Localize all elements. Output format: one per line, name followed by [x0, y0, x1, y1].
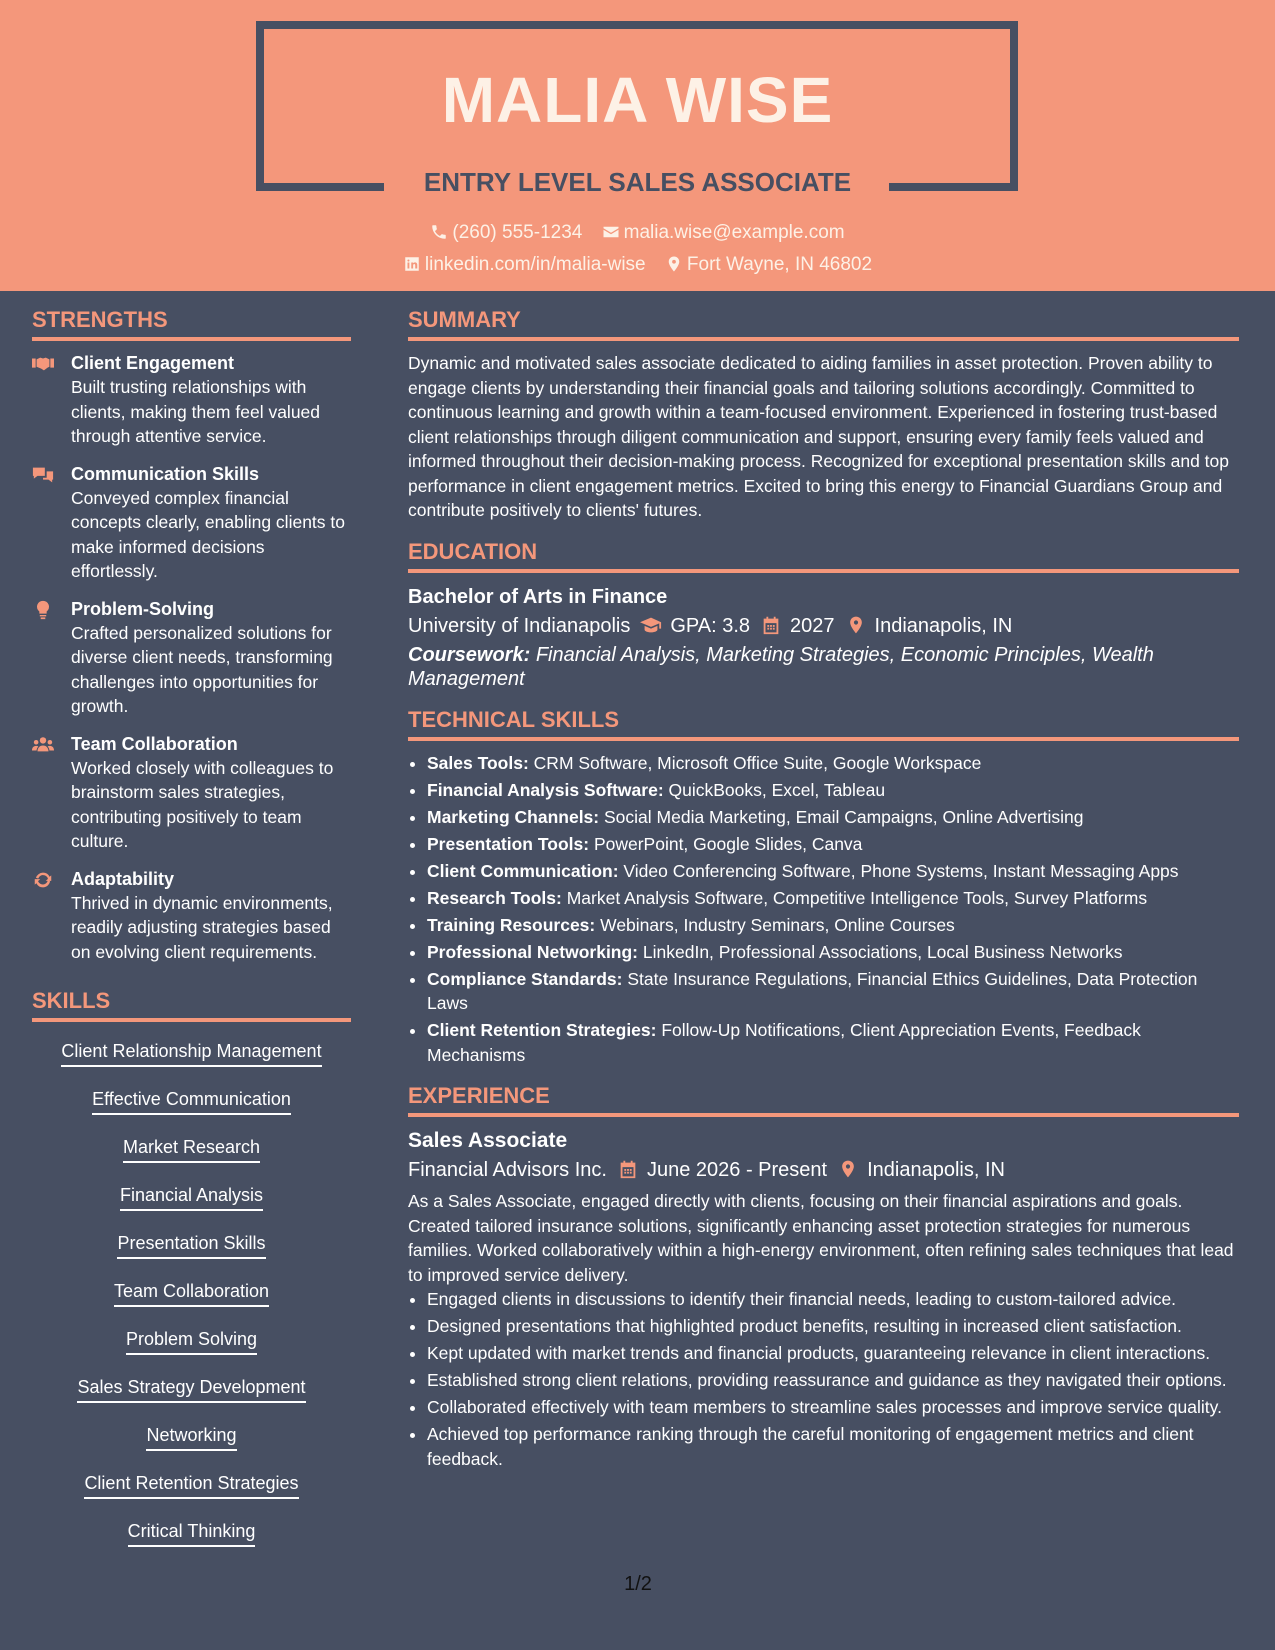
skills-list: [32, 1032, 351, 1560]
skills-heading: SKILLS: [32, 986, 351, 1022]
tech-skill-value: State Insurance Regulations, Financial Ethics Guidelines, Data Protection Laws: [427, 968, 1198, 1013]
strength-item: [32, 867, 351, 965]
list-item: [427, 859, 1239, 884]
map-pin-icon: [837, 1159, 859, 1179]
strength-item: [32, 462, 351, 584]
tech-skill-value: Market Analysis Software, Competitive Intelligence Tools, Survey Platforms: [566, 887, 1148, 908]
skill-tag: Sales Strategy Development: [77, 1375, 305, 1403]
users-icon: [32, 735, 56, 755]
education-location: Indianapolis, IN: [874, 614, 1013, 637]
gpa: GPA: 3.8: [670, 614, 751, 637]
job-meta: [408, 1155, 1239, 1185]
candidate-title: ENTRY LEVEL SALES ASSOCIATE: [423, 167, 852, 197]
list-item: [427, 913, 1239, 938]
phone-text: (260) 555-1234: [452, 222, 583, 243]
list-item: • Collaborated effectively with team members to streamline sales processes and improve service quality.: [427, 1395, 1239, 1420]
handshake-icon: [32, 354, 56, 374]
coursework-label: Coursework:: [408, 643, 531, 666]
skill-tag: Critical Thinking: [128, 1519, 256, 1547]
tech-skill-label: Presentation Tools:: [427, 833, 590, 854]
tech-skill-value: Follow-Up Notifications, Client Appreciation Events, Feedback Mechanisms: [427, 1020, 1141, 1065]
job-bullets: [408, 1287, 1239, 1471]
skill-tag: Market Research: [123, 1135, 260, 1163]
linkedin-icon: [403, 255, 421, 273]
list-item: [427, 967, 1239, 1016]
list-item: [427, 778, 1239, 803]
job-location: Indianapolis, IN: [867, 1159, 1005, 1181]
skill-tag: Client Retention Strategies: [84, 1471, 298, 1499]
strength-title: Team Collaboration: [71, 733, 238, 754]
map-pin-icon: [845, 615, 867, 635]
envelope-icon: [602, 223, 620, 241]
left-column: [32, 305, 351, 1560]
job-dates: June 2026 - Present: [646, 1159, 828, 1181]
job-title: Sales Associate: [408, 1129, 568, 1152]
technical-skills-list: [408, 751, 1239, 1068]
strength-description: Thrived in dynamic environments, readily adjusting strategies based on evolving client requirements.: [71, 892, 333, 962]
skill-tag: Presentation Skills: [117, 1231, 265, 1259]
strength-title: Problem-Solving: [71, 598, 215, 619]
education-meta: [408, 611, 1239, 641]
contact-email[interactable]: [602, 220, 845, 246]
graduation-cap-icon: [640, 615, 662, 635]
tech-skill-value: PowerPoint, Google Slides, Canva: [593, 833, 863, 854]
phone-icon: [430, 223, 448, 241]
tech-skill-label: Professional Networking:: [427, 941, 639, 962]
strengths-heading: STRENGTHS: [32, 305, 351, 341]
list-item: • Established strong client relations, providing reassurance and guidance as they navigated their options.: [427, 1368, 1239, 1393]
list-item: • Designed presentations that highlighted product benefits, resulting in increased client satisfaction.: [427, 1314, 1239, 1339]
tech-skill-label: Compliance Standards:: [427, 968, 623, 989]
chat-bubbles-icon: [32, 465, 56, 485]
tech-skill-value: CRM Software, Microsoft Office Suite, Google Workspace: [533, 752, 982, 773]
resume-header: [0, 0, 1275, 291]
strength-title: Client Engagement: [71, 353, 235, 373]
tech-skill-label: Financial Analysis Software:: [427, 779, 664, 800]
tech-skill-value: Video Conferencing Software, Phone Systems, Instant Messaging Apps: [623, 860, 1179, 881]
map-pin-icon: [665, 255, 683, 273]
list-item: [427, 832, 1239, 857]
strength-item: [32, 351, 351, 449]
tech-skill-value: QuickBooks, Excel, Tableau: [668, 779, 886, 800]
contact-linkedin[interactable]: [403, 252, 646, 278]
contact-phone[interactable]: [430, 220, 582, 246]
tech-skill-label: Training Resources:: [427, 914, 596, 935]
skill-tag: Problem Solving: [126, 1327, 257, 1355]
tech-skill-value: Social Media Marketing, Email Campaigns, Online Advertising: [604, 806, 1084, 827]
list-item: • Engaged clients in discussions to identify their financial needs, leading to custom-tailored advice.: [427, 1287, 1239, 1312]
skill-tag: Financial Analysis: [120, 1183, 263, 1211]
strength-title: Adaptability: [71, 868, 175, 889]
contact-row-1: [0, 220, 1275, 246]
experience-heading: EXPERIENCE: [408, 1081, 1239, 1117]
list-item: [427, 886, 1239, 911]
right-column: [408, 305, 1239, 1481]
strength-item: [32, 732, 351, 854]
list-item: [427, 940, 1239, 965]
coursework: [408, 643, 1239, 691]
list-item: • Kept updated with market trends and financial products, guaranteeing relevance in client interactions.: [427, 1341, 1239, 1366]
skill-tag: Networking: [146, 1423, 236, 1451]
tech-skill-label: Research Tools:: [427, 887, 562, 908]
strength-title: Communication Skills: [71, 463, 260, 484]
strength-item: [32, 597, 351, 719]
technical-skills-heading: TECHNICAL SKILLS: [408, 705, 1239, 741]
page-number: 1/2: [624, 1573, 652, 1595]
degree-title: Bachelor of Arts in Finance: [408, 585, 668, 608]
summary-heading: SUMMARY: [408, 305, 1239, 341]
job-description: As a Sales Associate, engaged directly with clients, focusing on their financial aspirations and goals. Created tailored insurance solutions, significantly enhancing asset protection strategies for numerous families. Worked collaboratively within a high-energy environment, often refining sales techniques that lead to improved service delivery.: [408, 1191, 1234, 1285]
tech-skill-label: Sales Tools:: [427, 752, 529, 773]
strength-description: Worked closely with colleagues to brainstorm sales strategies, contributing positively to team culture.: [71, 757, 334, 851]
summary-text: Dynamic and motivated sales associate dedicated to aiding families in asset protection. Proven ability to engage clients by understanding their financial goals and tailoring solutions accordingly. Committed to continuous learning and growth within a team-focused environment. Experienced in fostering trust-based client relationships through diligent communication and support, ensuring every family feels valued and informed throughout their decision-making process. Recognized for exceptional presentation skills and top performance in client engagement metrics. Excited to bring this energy to Financial Guardians Group and contribute positively to clients' futures.: [408, 353, 1230, 520]
calendar-icon: [760, 615, 782, 635]
calendar-icon: [617, 1159, 639, 1179]
strength-description: Built trusting relationships with clients, making them feel valued through attentive service.: [71, 377, 321, 446]
list-item: [427, 1018, 1239, 1067]
company-name: Financial Advisors Inc.: [408, 1159, 607, 1181]
tech-skill-label: Client Communication:: [427, 860, 619, 881]
candidate-name: MALIA WISE: [441, 64, 834, 136]
school-name: University of Indianapolis: [408, 614, 631, 637]
list-item: [427, 805, 1239, 830]
strength-description: Conveyed complex financial concepts clearly, enabling clients to make informed decisions effortlessly.: [71, 487, 345, 581]
lightbulb-icon: [32, 600, 56, 620]
tech-skill-label: Marketing Channels:: [427, 806, 600, 827]
coursework-list: Financial Analysis, Marketing Strategies, Economic Principles, Wealth Management: [408, 643, 1154, 690]
tech-skill-label: Client Retention Strategies:: [427, 1020, 657, 1040]
list-item: • Achieved top performance ranking through the careful monitoring of engagement metrics and client feedback.: [427, 1422, 1239, 1471]
sync-icon: [32, 870, 56, 890]
contact-location: [665, 252, 872, 278]
skill-tag: Client Relationship Management: [61, 1039, 321, 1067]
skill-tag: Effective Communication: [92, 1087, 291, 1115]
tech-skill-value: Webinars, Industry Seminars, Online Courses: [600, 914, 955, 935]
strength-description: Crafted personalized solutions for diverse client needs, transforming challenges into opportunities for growth.: [71, 622, 333, 716]
graduation-year: 2027: [790, 614, 835, 637]
email-text: malia.wise@example.com: [623, 222, 845, 243]
skill-tag: Team Collaboration: [114, 1279, 269, 1307]
tech-skill-value: LinkedIn, Professional Associations, Local Business Networks: [642, 941, 1123, 962]
education-heading: EDUCATION: [408, 537, 1239, 573]
location-text: Fort Wayne, IN 46802: [686, 254, 873, 275]
linkedin-text: linkedin.com/in/malia-wise: [424, 254, 646, 275]
list-item: [427, 751, 1239, 776]
contact-row-2: [0, 252, 1275, 278]
